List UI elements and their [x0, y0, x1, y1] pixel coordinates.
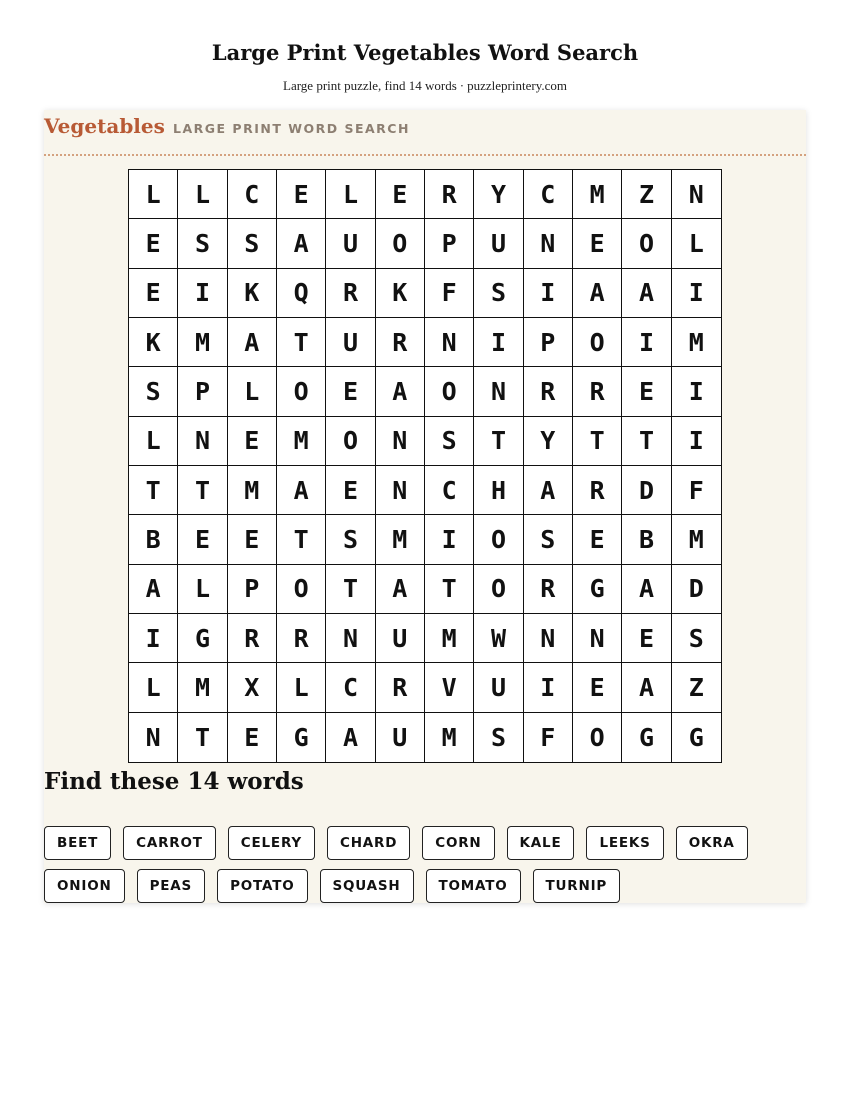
grid-cell[interactable]: N [376, 417, 425, 466]
grid-cell[interactable]: M [573, 170, 622, 219]
grid-cell[interactable]: D [622, 466, 671, 515]
card-tag: LARGE PRINT WORD SEARCH [173, 121, 410, 136]
grid-cell[interactable]: S [672, 614, 721, 663]
grid-cell[interactable]: N [573, 614, 622, 663]
grid-cell[interactable]: N [178, 417, 227, 466]
word-chip: TOMATO [426, 869, 521, 903]
grid-cell[interactable]: P [524, 318, 573, 367]
grid-cell[interactable]: N [129, 713, 178, 762]
grid-cell[interactable]: T [326, 565, 375, 614]
grid-cell[interactable]: E [376, 170, 425, 219]
grid-cell[interactable]: S [474, 713, 523, 762]
grid-cell[interactable]: R [277, 614, 326, 663]
grid-cell[interactable]: N [474, 367, 523, 416]
grid-cell[interactable]: R [376, 318, 425, 367]
grid-cell[interactable]: G [622, 713, 671, 762]
grid-cell[interactable]: K [129, 318, 178, 367]
grid-cell[interactable]: O [573, 713, 622, 762]
grid-cell[interactable]: A [228, 318, 277, 367]
grid-cell[interactable]: E [573, 219, 622, 268]
grid-cell[interactable]: T [277, 318, 326, 367]
grid-cell[interactable]: C [425, 466, 474, 515]
grid-cell[interactable]: A [622, 565, 671, 614]
grid-cell[interactable]: N [326, 614, 375, 663]
word-chip: TURNIP [533, 869, 621, 903]
grid-cell[interactable]: S [425, 417, 474, 466]
card-title: Vegetables [44, 114, 165, 138]
grid-cell[interactable]: L [672, 219, 721, 268]
grid-cell[interactable]: F [672, 466, 721, 515]
grid-cell[interactable]: W [474, 614, 523, 663]
grid-cell[interactable]: A [622, 269, 671, 318]
grid-cell[interactable]: V [425, 663, 474, 712]
grid-cell[interactable]: A [376, 565, 425, 614]
grid-cell[interactable]: A [573, 269, 622, 318]
grid-cell[interactable]: T [622, 417, 671, 466]
grid-cell[interactable]: I [524, 663, 573, 712]
grid-cell[interactable]: E [228, 515, 277, 564]
page-header [0, 38, 850, 95]
grid-cell[interactable]: E [178, 515, 227, 564]
grid-cell[interactable]: M [376, 515, 425, 564]
grid-cell[interactable]: B [129, 515, 178, 564]
grid-cell[interactable]: H [474, 466, 523, 515]
grid-cell[interactable]: E [622, 367, 671, 416]
grid-cell[interactable]: I [425, 515, 474, 564]
grid-cell[interactable]: G [277, 713, 326, 762]
word-chip: CARROT [123, 826, 216, 860]
grid-cell[interactable]: Q [277, 269, 326, 318]
word-chip: POTATO [217, 869, 307, 903]
grid-cell[interactable]: R [524, 565, 573, 614]
grid-cell[interactable]: I [672, 367, 721, 416]
grid-cell[interactable]: N [376, 466, 425, 515]
grid-cell[interactable]: R [228, 614, 277, 663]
subtitle-separator: · [459, 78, 465, 93]
grid-cell[interactable]: L [178, 170, 227, 219]
grid-cell[interactable]: C [228, 170, 277, 219]
grid-cell[interactable]: A [622, 663, 671, 712]
grid-cell[interactable]: C [326, 663, 375, 712]
subtitle-text: Large print puzzle, find 14 words [283, 78, 457, 93]
grid-cell[interactable]: E [129, 269, 178, 318]
grid-cell[interactable]: L [129, 170, 178, 219]
grid-cell[interactable]: L [129, 417, 178, 466]
grid-cell[interactable]: I [474, 318, 523, 367]
grid-cell[interactable]: U [376, 713, 425, 762]
grid-cell[interactable]: P [178, 367, 227, 416]
grid-cell[interactable]: O [277, 367, 326, 416]
grid-cell[interactable]: M [672, 515, 721, 564]
grid-cell[interactable]: E [622, 614, 671, 663]
grid-cell[interactable]: G [178, 614, 227, 663]
grid-cell[interactable]: E [573, 515, 622, 564]
grid-cell[interactable]: D [672, 565, 721, 614]
word-chip: ONION [44, 869, 125, 903]
grid-cell[interactable]: E [573, 663, 622, 712]
grid-cell[interactable]: I [524, 269, 573, 318]
grid-cell[interactable]: A [277, 219, 326, 268]
grid-cell[interactable]: E [228, 713, 277, 762]
grid-cell[interactable]: M [672, 318, 721, 367]
grid-cell[interactable]: G [688, 722, 704, 752]
grid-cell[interactable]: Z [672, 663, 721, 712]
grid-cell[interactable]: I [672, 269, 721, 318]
word-chip: BEET [44, 826, 111, 860]
grid-cell[interactable]: L [326, 170, 375, 219]
grid-cell[interactable]: M [178, 663, 227, 712]
grid-cell[interactable]: B [622, 515, 671, 564]
grid-cell[interactable]: R [573, 367, 622, 416]
grid-cell[interactable]: S [326, 515, 375, 564]
grid-cell[interactable]: I [178, 269, 227, 318]
grid-cell[interactable]: L [178, 565, 227, 614]
grid-cell[interactable]: O [474, 515, 523, 564]
grid-cell[interactable]: O [474, 565, 523, 614]
grid-cell[interactable]: E [277, 170, 326, 219]
grid-cell[interactable]: A [524, 466, 573, 515]
letter-grid [128, 169, 722, 763]
word-chip: CELERY [228, 826, 315, 860]
grid-cell[interactable]: I [129, 614, 178, 663]
grid-cell[interactable]: S [524, 515, 573, 564]
grid-cell[interactable]: O [326, 417, 375, 466]
grid-cell[interactable]: A [326, 713, 375, 762]
grid-cell[interactable]: A [277, 466, 326, 515]
grid-cell[interactable]: L [129, 663, 178, 712]
grid-cell[interactable]: F [425, 269, 474, 318]
grid-cell[interactable]: L [277, 663, 326, 712]
grid-cell[interactable]: T [277, 515, 326, 564]
grid-cell[interactable]: O [376, 219, 425, 268]
grid-cell[interactable]: Z [622, 170, 671, 219]
grid-cell[interactable]: R [326, 269, 375, 318]
grid-cell[interactable]: X [228, 663, 277, 712]
grid-cell[interactable]: S [228, 219, 277, 268]
grid-cell[interactable]: T [425, 565, 474, 614]
site-name: puzzleprintery.com [467, 78, 567, 93]
grid-cell[interactable]: Y [474, 170, 523, 219]
grid-cell[interactable]: O [573, 318, 622, 367]
grid-cell[interactable]: R [524, 367, 573, 416]
grid-cell[interactable]: E [326, 367, 375, 416]
grid-cell[interactable]: S [129, 367, 178, 416]
grid-cell[interactable]: N [672, 170, 721, 219]
grid-cell[interactable]: E [228, 417, 277, 466]
grid-cell[interactable]: T [129, 466, 178, 515]
grid-cell[interactable]: T [178, 466, 227, 515]
grid-cell[interactable]: U [326, 318, 375, 367]
grid-cell[interactable]: U [376, 614, 425, 663]
grid-cell[interactable]: F [524, 713, 573, 762]
word-chip: PEAS [137, 869, 206, 903]
grid-cell[interactable]: P [425, 219, 474, 268]
grid-cell[interactable]: T [573, 417, 622, 466]
grid-cell[interactable]: U [326, 219, 375, 268]
grid-cell[interactable]: T [474, 417, 523, 466]
grid-cell[interactable]: R [376, 663, 425, 712]
grid-cell[interactable]: T [178, 713, 227, 762]
grid-cell[interactable]: E [129, 219, 178, 268]
page-title: Large Print Vegetables Word Search [211, 40, 639, 65]
grid-cell[interactable]: L [228, 367, 277, 416]
word-chip: LEEKS [586, 826, 663, 860]
grid-cell[interactable]: I [672, 417, 721, 466]
grid-cell[interactable]: O [277, 565, 326, 614]
grid-cell[interactable]: R [573, 466, 622, 515]
card-header [44, 110, 806, 156]
word-chip: CHARD [327, 826, 410, 860]
grid-cell[interactable]: N [524, 614, 573, 663]
word-chip: OKRA [676, 826, 748, 860]
grid-cell[interactable]: U [474, 219, 523, 268]
grid-cell[interactable]: N [425, 318, 474, 367]
grid-cell[interactable]: I [622, 318, 671, 367]
grid-cell[interactable]: P [228, 565, 277, 614]
page-subtitle [0, 77, 850, 95]
word-list [44, 826, 784, 903]
grid-cell[interactable]: R [425, 170, 474, 219]
grid-cell[interactable]: O [622, 219, 671, 268]
word-chip: SQUASH [320, 869, 414, 903]
grid-cell[interactable]: O [425, 367, 474, 416]
grid-cell[interactable]: S [474, 269, 523, 318]
grid-cell[interactable]: M [228, 466, 277, 515]
grid-cell[interactable]: K [228, 269, 277, 318]
words-heading: Find these 14 words [44, 768, 304, 795]
grid-cell[interactable]: G [573, 565, 622, 614]
grid-cell[interactable]: M [178, 318, 227, 367]
grid-cell[interactable]: M [425, 614, 474, 663]
grid-cell[interactable]: S [178, 219, 227, 268]
grid-cell[interactable]: U [474, 663, 523, 712]
word-chip: KALE [507, 826, 575, 860]
grid-cell[interactable]: K [376, 269, 425, 318]
grid-cell[interactable]: N [524, 219, 573, 268]
grid-cell[interactable]: Y [524, 417, 573, 466]
grid-cell[interactable]: M [277, 417, 326, 466]
word-chip: CORN [422, 826, 494, 860]
grid-cell[interactable]: M [425, 713, 474, 762]
grid-cell[interactable]: C [524, 170, 573, 219]
grid-cell[interactable]: A [376, 367, 425, 416]
grid-cell[interactable]: E [326, 466, 375, 515]
puzzle-card [44, 110, 806, 903]
grid-cell[interactable]: A [129, 565, 178, 614]
